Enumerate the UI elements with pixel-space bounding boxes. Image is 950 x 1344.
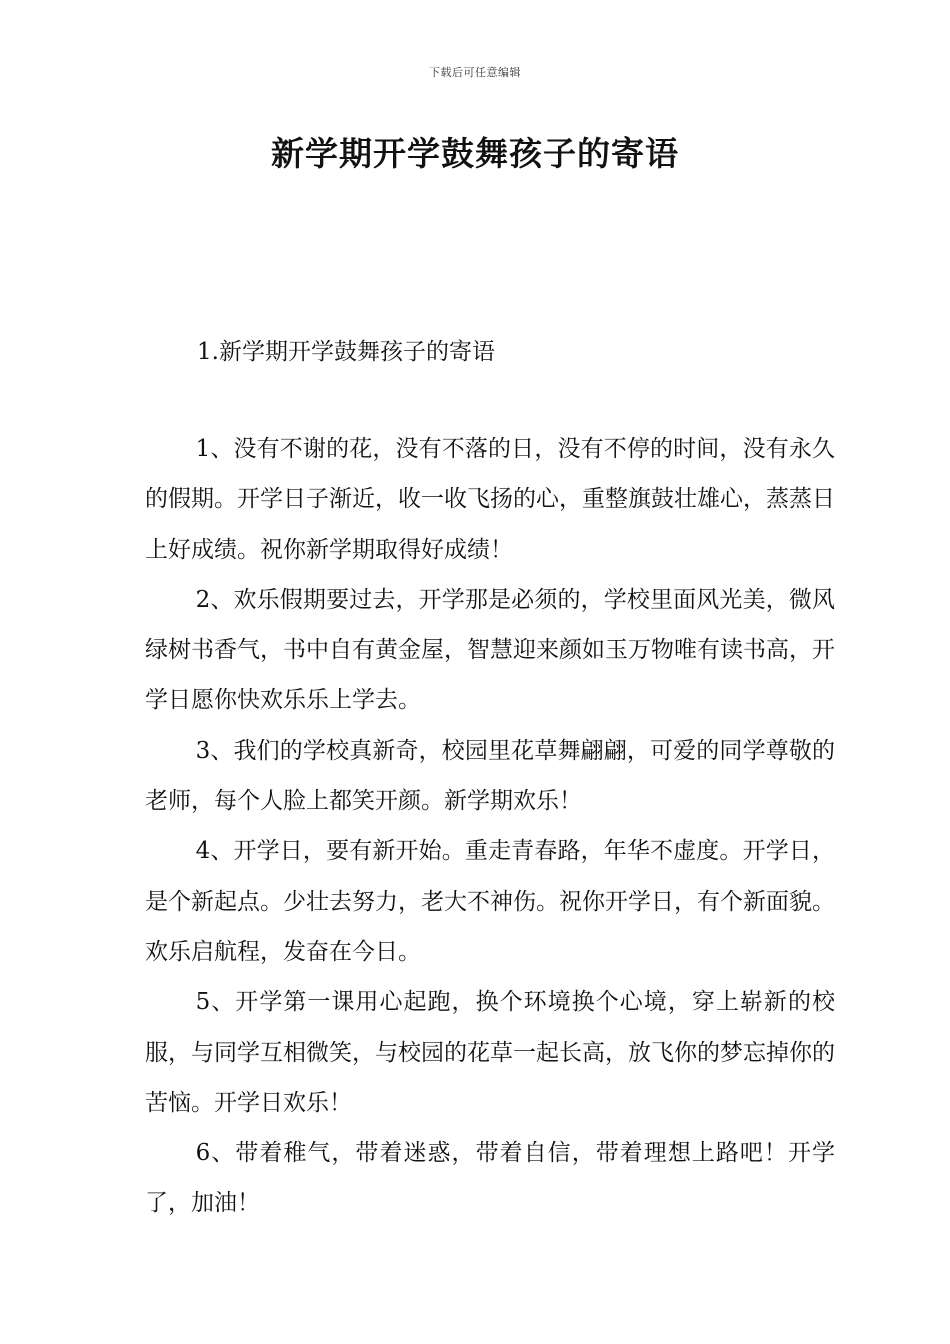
paragraph-5: 5、开学第一课用心起跑，换个环境换个心境，穿上崭新的校服，与同学互相微笑，与校园的花草一起长高，放飞你的梦忘掉你的苦恼。开学日欢乐！ xyxy=(145,989,835,1116)
section-heading: 1.新学期开学鼓舞孩子的寄语 xyxy=(197,339,495,365)
document-title: 新学期开学鼓舞孩子的寄语 xyxy=(271,134,679,173)
document-body xyxy=(145,424,835,1229)
paragraph-2: 2、欢乐假期要过去，开学那是必须的，学校里面风光美，微风绿树书香气，书中自有黄金屋，智慧迎来颜如玉万物唯有读书高，开学日愿你快欢乐乐上学去。 xyxy=(145,586,835,714)
paragraph-3: 3、我们的学校真新奇，校园里花草舞翩翩，可爱的同学尊敬的老师，每个人脸上都笑开颜。新学期欢乐！ xyxy=(145,737,835,815)
header-note: 下载后可任意编辑 xyxy=(429,66,521,79)
paragraph-6: 6、带着稚气，带着迷惑，带着自信，带着理想上路吧！开学了，加油！ xyxy=(145,1140,835,1217)
paragraph-1: 1、没有不谢的花，没有不落的日，没有不停的时间，没有永久的假期。开学日子渐近，收一收飞扬的心，重整旗鼓壮雄心，蒸蒸日上好成绩。祝你新学期取得好成绩！ xyxy=(145,436,835,563)
paragraph-4: 4、开学日，要有新开始。重走青春路，年华不虚度。开学日，是个新起点。少壮去努力，老大不神伤。祝你开学日，有个新面貌。欢乐启航程，发奋在今日。 xyxy=(145,838,835,965)
